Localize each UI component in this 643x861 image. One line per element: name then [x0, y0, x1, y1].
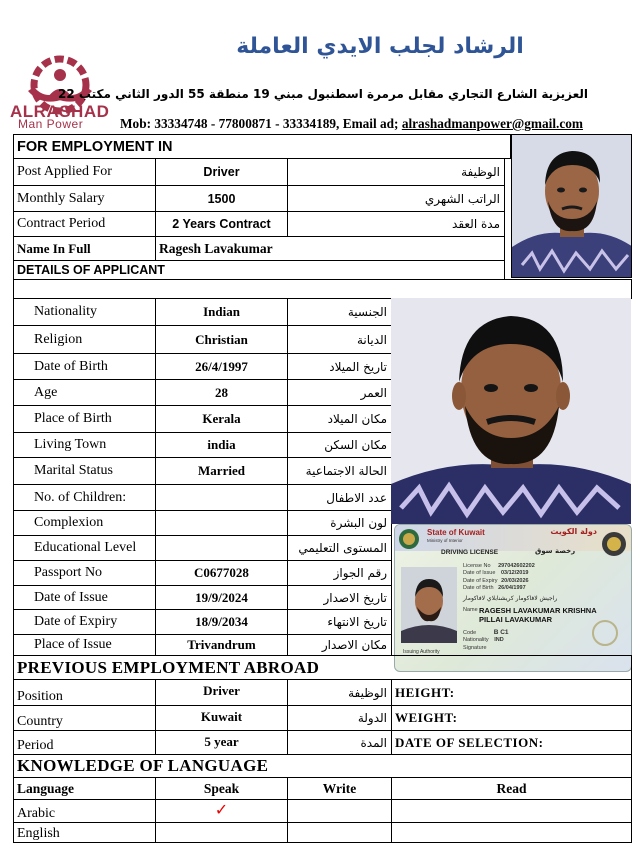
detail-value: 28	[155, 379, 288, 406]
license-type-ar: رخصة سوق	[535, 547, 576, 555]
applicant-photo-small	[511, 134, 632, 278]
detail-label: Educational Level	[13, 535, 156, 561]
detail-label-ar: عدد الاطفال	[287, 484, 392, 511]
detail-label-ar: رقم الجواز	[287, 560, 392, 586]
license-type-en: DRIVING LICENSE	[441, 549, 499, 556]
prev-label-ar: الدولة	[287, 705, 392, 731]
contact-email[interactable]: alrashadmanpower@gmail.com	[401, 116, 583, 131]
contract-period-label: Contract Period	[13, 211, 156, 237]
prev-right-field: DATE OF SELECTION:	[391, 730, 632, 755]
detail-value: 18/9/2034	[155, 609, 288, 635]
detail-value: 19/9/2024	[155, 585, 288, 610]
license-name-en-line1: RAGESH LAVAKUMAR KRISHNA	[479, 606, 597, 615]
license-expiry-value: 20/03/2026	[501, 577, 529, 584]
detail-label: Date of Expiry	[13, 609, 156, 635]
prev-right-field: HEIGHT:	[391, 679, 632, 706]
license-state-ar: دولة الكويت	[550, 527, 597, 536]
license-state-en: State of Kuwait	[427, 528, 485, 537]
person-photo-icon	[391, 298, 631, 524]
detail-label-ar: الجنسية	[287, 298, 392, 326]
license-code-label: Code	[463, 630, 477, 636]
license-issuing-label: Issuing Authority	[403, 649, 440, 655]
prev-value: Kuwait	[155, 705, 288, 731]
company-title-arabic: الرشاد لجلب الايدي العاملة	[236, 34, 524, 59]
post-applied-value: Driver	[155, 158, 288, 186]
detail-value	[155, 484, 288, 511]
name-full-value: Ragesh Lavakumar	[155, 236, 505, 261]
detail-value	[155, 535, 288, 561]
language-speak-mark	[155, 822, 288, 843]
applicant-photo-large	[391, 298, 631, 524]
license-issue-label: Date of Issue	[463, 570, 496, 577]
language-name: English	[13, 822, 156, 843]
prev-right-field: WEIGHT:	[391, 705, 632, 731]
license-nationality-value: IND	[494, 637, 504, 644]
detail-label-ar: العمر	[287, 379, 392, 406]
language-speak-mark: ✓	[155, 799, 288, 823]
detail-value: Trivandrum	[155, 634, 288, 656]
license-name-ar: راجيش لافاكومار كريشنابلاي لافاكومار	[463, 595, 558, 602]
contact-line	[120, 116, 635, 132]
detail-label-ar: لون البشرة	[287, 510, 392, 536]
prev-label-ar: المدة	[287, 730, 392, 755]
detail-label: Date of Issue	[13, 585, 156, 610]
license-nationality-label: Nationality	[463, 637, 489, 644]
language-write-mark	[287, 822, 392, 843]
detail-label-ar: تاريخ الاصدار	[287, 585, 392, 610]
detail-label: Nationality	[13, 298, 156, 326]
contract-period-value: 2 Years Contract	[155, 211, 288, 237]
license-name-en	[479, 606, 597, 624]
detail-label: Marital Status	[13, 457, 156, 485]
prev-label: Position	[13, 679, 156, 706]
license-name-label: Name	[463, 607, 478, 613]
detail-label-ar: مكان الاصدار	[287, 634, 392, 656]
monthly-salary-value: 1500	[155, 185, 288, 212]
kuwait-emblem-icon	[398, 528, 420, 550]
detail-value: Indian	[155, 298, 288, 326]
language-name: Arabic	[13, 799, 156, 823]
language-header: Write	[287, 777, 392, 800]
license-fields	[463, 563, 535, 593]
license-issue-value: 03/12/2019	[500, 570, 529, 577]
license-no-value: 297042602202	[498, 563, 535, 569]
driving-license-card	[394, 524, 632, 672]
logo-name: ALRASHAD	[10, 102, 110, 121]
language-read-mark	[391, 822, 632, 843]
detail-value: Kerala	[155, 405, 288, 433]
employment-section-title: FOR EMPLOYMENT IN	[13, 134, 511, 159]
detail-label-ar: تاريخ الميلاد	[287, 353, 392, 380]
license-photo	[401, 567, 457, 643]
detail-label: Place of Issue	[13, 634, 156, 656]
detail-value: Married	[155, 457, 288, 485]
detail-label-ar: مكان السكن	[287, 432, 392, 458]
license-birth-value: 26/04/1997	[498, 585, 526, 592]
language-read-mark	[391, 799, 632, 823]
license-signature-label: Signature	[463, 644, 487, 651]
name-full-label: Name In Full	[13, 236, 156, 261]
detail-value	[155, 510, 288, 536]
license-no-label: License No	[463, 563, 491, 569]
license-name-en-line2: PILLAI LAVAKUMAR	[479, 615, 553, 624]
details-section-title: DETAILS OF APPLICANT	[13, 260, 505, 280]
detail-label: Religion	[13, 325, 156, 354]
hologram-emblem-icon	[591, 617, 619, 649]
prev-value: 5 year	[155, 730, 288, 755]
logo-subtitle: Man Power	[18, 117, 84, 131]
detail-value: C0677028	[155, 560, 288, 586]
post-applied-label-ar: الوظيفة	[287, 158, 505, 186]
detail-label: No. of Children:	[13, 484, 156, 511]
detail-label-ar: الحالة الاجتماعية	[287, 457, 392, 485]
previous-section-title: PREVIOUS EMPLOYMENT ABROAD	[13, 655, 632, 680]
detail-label: Date of Birth	[13, 353, 156, 380]
detail-value: india	[155, 432, 288, 458]
detail-label: Passport No	[13, 560, 156, 586]
prev-label-ar: الوظيفة	[287, 679, 392, 706]
monthly-salary-label: Monthly Salary	[13, 185, 156, 212]
detail-value: Christian	[155, 325, 288, 354]
language-header: Read	[391, 777, 632, 800]
detail-label: Complexion	[13, 510, 156, 536]
license-expiry-label: Date of Expiry	[463, 577, 498, 584]
company-address-arabic: العزيزية الشارع التجاري مقابل مرمرة اسطنبول مبني 19 منطقة 55 الدور الثاني مكتب 22	[58, 87, 588, 101]
detail-label-ar: تاريخ الانتهاء	[287, 609, 392, 635]
detail-label: Age	[13, 379, 156, 406]
person-photo-icon	[401, 567, 457, 643]
language-header: Language	[13, 777, 156, 800]
language-write-mark	[287, 799, 392, 823]
language-section-title: KNOWLEDGE OF LANGUAGE	[13, 754, 632, 778]
contact-phones: Mob: 33334748 - 77800871 - 33334189, Email ad;	[120, 116, 402, 131]
post-applied-label: Post Applied For	[13, 158, 156, 186]
detail-label-ar: المستوى التعليمي	[287, 535, 392, 561]
prev-label: Period	[13, 730, 156, 755]
kuwait-police-emblem-icon	[601, 531, 627, 557]
license-birth-label: Date of Birth	[463, 585, 494, 592]
license-extra-fields	[463, 629, 509, 652]
person-photo-icon	[512, 135, 632, 278]
language-header: Speak	[155, 777, 288, 800]
detail-label: Place of Birth	[13, 405, 156, 433]
prev-value: Driver	[155, 679, 288, 706]
license-code-value: B C1	[493, 629, 509, 636]
detail-label-ar: الديانة	[287, 325, 392, 354]
details-spacer-row	[13, 279, 632, 299]
detail-label: Living Town	[13, 432, 156, 458]
monthly-salary-label-ar: الراتب الشهري	[287, 185, 505, 212]
prev-label: Country	[13, 705, 156, 731]
detail-label-ar: مكان الميلاد	[287, 405, 392, 433]
detail-value: 26/4/1997	[155, 353, 288, 380]
contract-period-label-ar: مدة العقد	[287, 211, 505, 237]
license-ministry: Ministry of Interior	[427, 538, 463, 543]
